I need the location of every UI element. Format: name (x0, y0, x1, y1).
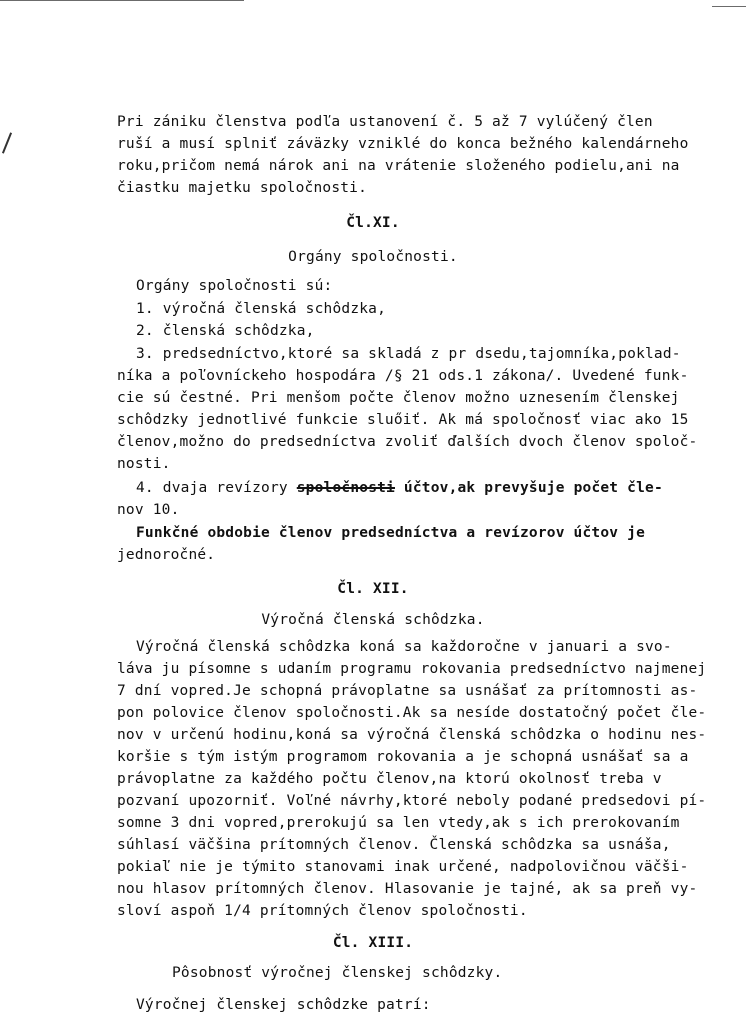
section-xiii-title: Pôsobnosť výročnej členskej schôdzky. (172, 965, 503, 981)
item-4-end: účtov,ak prevyšuje počet čle- (394, 480, 663, 496)
section-xii-line-5: nov v určenú hodinu,koná sa výročná členská schôdzka o hodinu nes- (117, 727, 707, 743)
section-xi-heading: Čl.XI. (346, 215, 400, 231)
section-xi-item-3-line-5: členov,možno do predsedníctva zvoliť ďalších dvoch členov spoloč- (117, 434, 698, 450)
section-xi-item-2: 2. členská schôdzka, (136, 323, 315, 339)
section-xi-item-1: 1. výročná členská schôdzka, (136, 301, 387, 317)
paragraph-1-line-3: roku,pričom nemá nárok ani na vrátenie složeného podielu,ani na (117, 158, 680, 174)
section-xiii-intro: Výročnej členskej schôdzke patrí: (136, 997, 431, 1013)
section-xi-item-3-line-3: cie sú čestné. Pri menšom počte členov možno uznesením členskej (117, 390, 680, 406)
section-xi-intro: Orgány spoločnosti sú: (136, 278, 333, 294)
section-xii-line-13: sloví aspoň 1/4 prítomných členov spoločnosti. (117, 903, 528, 919)
section-xii-title: Výročná členská schôdzka. (261, 612, 485, 628)
section-xi-item-3-line-6: nosti. (117, 456, 171, 472)
section-xii-heading: Čl. XII. (337, 581, 409, 597)
section-xiii-heading: Čl. XIII. (332, 935, 414, 951)
section-xi-item-4-line-1 (136, 477, 663, 499)
item-4-struck-word: spoločnosti (296, 480, 395, 496)
section-xii-line-7: právoplatne za každého počtu členov,na ktorú okolnosť treba v (117, 771, 662, 787)
section-xii-line-10: súhlasí väčšina prítomných členov. Členská schôdzka sa usnáša, (117, 837, 671, 853)
paragraph-1-line-4: čiastku majetku spoločnosti. (117, 180, 368, 196)
section-xii-line-11: pokiaľ nie je týmito stanovami inak určené, nadpolovičnou väčši- (117, 859, 689, 875)
paragraph-1-line-1: Pri zániku členstva podľa ustanovení č. 5 až 7 vylúčený člen (117, 114, 653, 130)
section-xii-line-4: pon polovice členov spoločnosti.Ak sa nesíde dostatočný počet čle- (117, 705, 707, 721)
section-xii-line-12: nou hlasov prítomných členov. Hlasovanie je tajné, ak sa preň vy- (117, 881, 698, 897)
paragraph-1-line-2: ruší a musí splniť záväzky vzniklé do konca bežného kalendárneho (117, 136, 689, 152)
section-xi-item-4-line-2: nov 10. (117, 502, 180, 518)
section-xii-line-3: 7 dní vopred.Je schopná právoplatne sa usnášať za prítomnosti as- (117, 683, 698, 699)
section-xi-title: Orgány spoločnosti. (288, 249, 458, 265)
section-xii-line-6: koršie s tým istým programom rokovania a je schopná usnášať sa a (117, 749, 689, 765)
section-xii-line-1: Výročná členská schôdzka koná sa každoročne v januari a svo- (136, 639, 672, 655)
section-xi-item-3-line-2: níka a poľovníckeho hospodára /§ 21 ods.1 zákona/. Uvedené funk- (117, 368, 689, 384)
section-xi-term-line-2: jednoročné. (117, 547, 216, 563)
section-xi-term-line-1: Funkčné obdobie členov predsedníctva a revízorov účtov je (136, 525, 645, 541)
section-xi-item-3-line-4: schôdzky jednotlivé funkcie sluőiť. Ak má spoločnosť viac ako 15 (117, 412, 689, 428)
section-xi-item-3-line-1: 3. predsedníctvo,ktoré sa skladá z pr dsedu,tajomníka,poklad- (136, 346, 681, 362)
item-4-start: 4. dvaja revízory (136, 480, 297, 496)
section-xii-line-2: láva ju písomne s udaním programu rokovania predsedníctvo najmenej (117, 661, 707, 677)
section-xii-line-8: pozvaní upozorniť. Voľné návrhy,ktoré neboly podané predsedovi pí- (117, 793, 707, 809)
section-xii-line-9: somne 3 dni vopred,prerokujú sa len vtedy,ak s ich prerokovaním (117, 815, 680, 831)
